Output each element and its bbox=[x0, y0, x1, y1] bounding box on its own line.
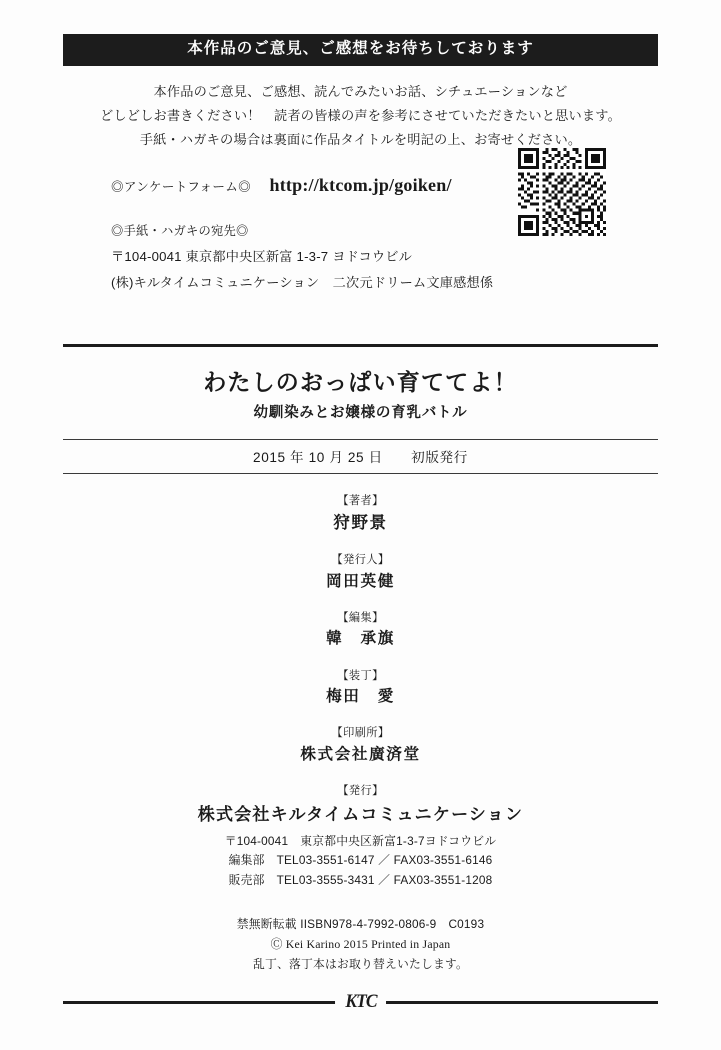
legal-notice bbox=[63, 914, 658, 974]
ktc-logo-text: KTC bbox=[344, 990, 377, 1012]
publisher-address: 〒104-0041 東京都中央区新富1-3-7ヨドコウビル bbox=[224, 833, 497, 848]
book-title: わたしのおっぱい育ててよ！ bbox=[203, 369, 518, 395]
credit-author bbox=[63, 494, 658, 534]
book-subtitle: 幼馴染みとお嬢様の育乳バトル bbox=[253, 404, 468, 421]
publisher-editorial-phone: 編集部 TEL03-3551-6147 ／ FAX03-3551-6146 bbox=[228, 853, 493, 868]
divider-below-pubdate bbox=[63, 473, 658, 474]
credit-name: 狩野景 bbox=[333, 513, 388, 532]
publisher-name: 株式会社キルタイムコミュニケーション bbox=[197, 804, 524, 824]
qr-code[interactable] bbox=[518, 148, 606, 236]
ktc-logo bbox=[335, 988, 387, 1014]
credit-name: 岡田英健 bbox=[326, 572, 395, 590]
survey-form-label: ◎アンケートフォーム◎ bbox=[111, 179, 252, 194]
staff-credits bbox=[63, 494, 658, 890]
credit-role: 【発行】 bbox=[337, 785, 384, 798]
publication-date: 2015 年 10 月 25 日 初版発行 bbox=[253, 449, 468, 465]
credit-name: 梅田 愛 bbox=[326, 688, 395, 706]
colophon-section bbox=[63, 344, 658, 1014]
mail-address-company: (株)キルタイムコミュニケーション 二次元ドリーム文庫感想係 bbox=[111, 274, 494, 290]
credit-publishing-company bbox=[63, 784, 658, 890]
credit-name: 韓 承旗 bbox=[326, 630, 395, 648]
credit-design bbox=[63, 669, 658, 708]
survey-form-group bbox=[111, 175, 452, 196]
defect-notice-line: 乱丁、落丁本はお取り替えいたします。 bbox=[252, 957, 468, 972]
credit-publisher-person bbox=[63, 553, 658, 592]
credit-role: 【印刷所】 bbox=[331, 727, 390, 740]
survey-form-url[interactable]: http://ktcom.jp/goiken/ bbox=[269, 174, 452, 195]
mail-address-postal: 〒104-0041 東京都中央区新富 1-3-7 ヨドコウビル bbox=[111, 248, 412, 264]
mail-address-label: ◎手紙・ハガキの宛先◎ bbox=[111, 223, 249, 238]
survey-banner: 本作品のご意見、ご感想をお待ちしております bbox=[63, 34, 658, 66]
survey-body-line: 手紙・ハガキの場合は裏面に作品タイトルを明記の上、お寄せください。 bbox=[139, 132, 582, 148]
credit-printer bbox=[63, 726, 658, 765]
credit-role: 【著者】 bbox=[337, 494, 384, 507]
credit-role: 【装丁】 bbox=[337, 669, 384, 682]
divider-top bbox=[63, 344, 658, 347]
copyright-line: Ⓒ Kei Karino 2015 Printed in Japan bbox=[270, 937, 451, 952]
survey-body-line: 本作品のご意見、ご感想、読んでみたいお話、シチュエーションなど bbox=[153, 83, 568, 99]
qr-code-icon bbox=[518, 148, 606, 236]
isbn-line: 禁無断転載 IISBN978-4-7992-0806-9 C0193 bbox=[236, 917, 485, 932]
publisher-logo-row bbox=[63, 988, 658, 1014]
credit-role: 【編集】 bbox=[337, 611, 384, 624]
survey-body-line: どしどしお書きください！ 読者の皆様の声を参考にさせていただきたいと思います。 bbox=[99, 108, 622, 124]
publisher-sales-phone: 販売部 TEL03-3555-3431 ／ FAX03-3551-1208 bbox=[228, 872, 493, 887]
credit-role: 【発行人】 bbox=[331, 553, 390, 566]
credit-editor bbox=[63, 611, 658, 650]
credit-name: 株式会社廣済堂 bbox=[300, 746, 421, 764]
publisher-contact bbox=[63, 832, 658, 890]
survey-body bbox=[63, 80, 658, 153]
